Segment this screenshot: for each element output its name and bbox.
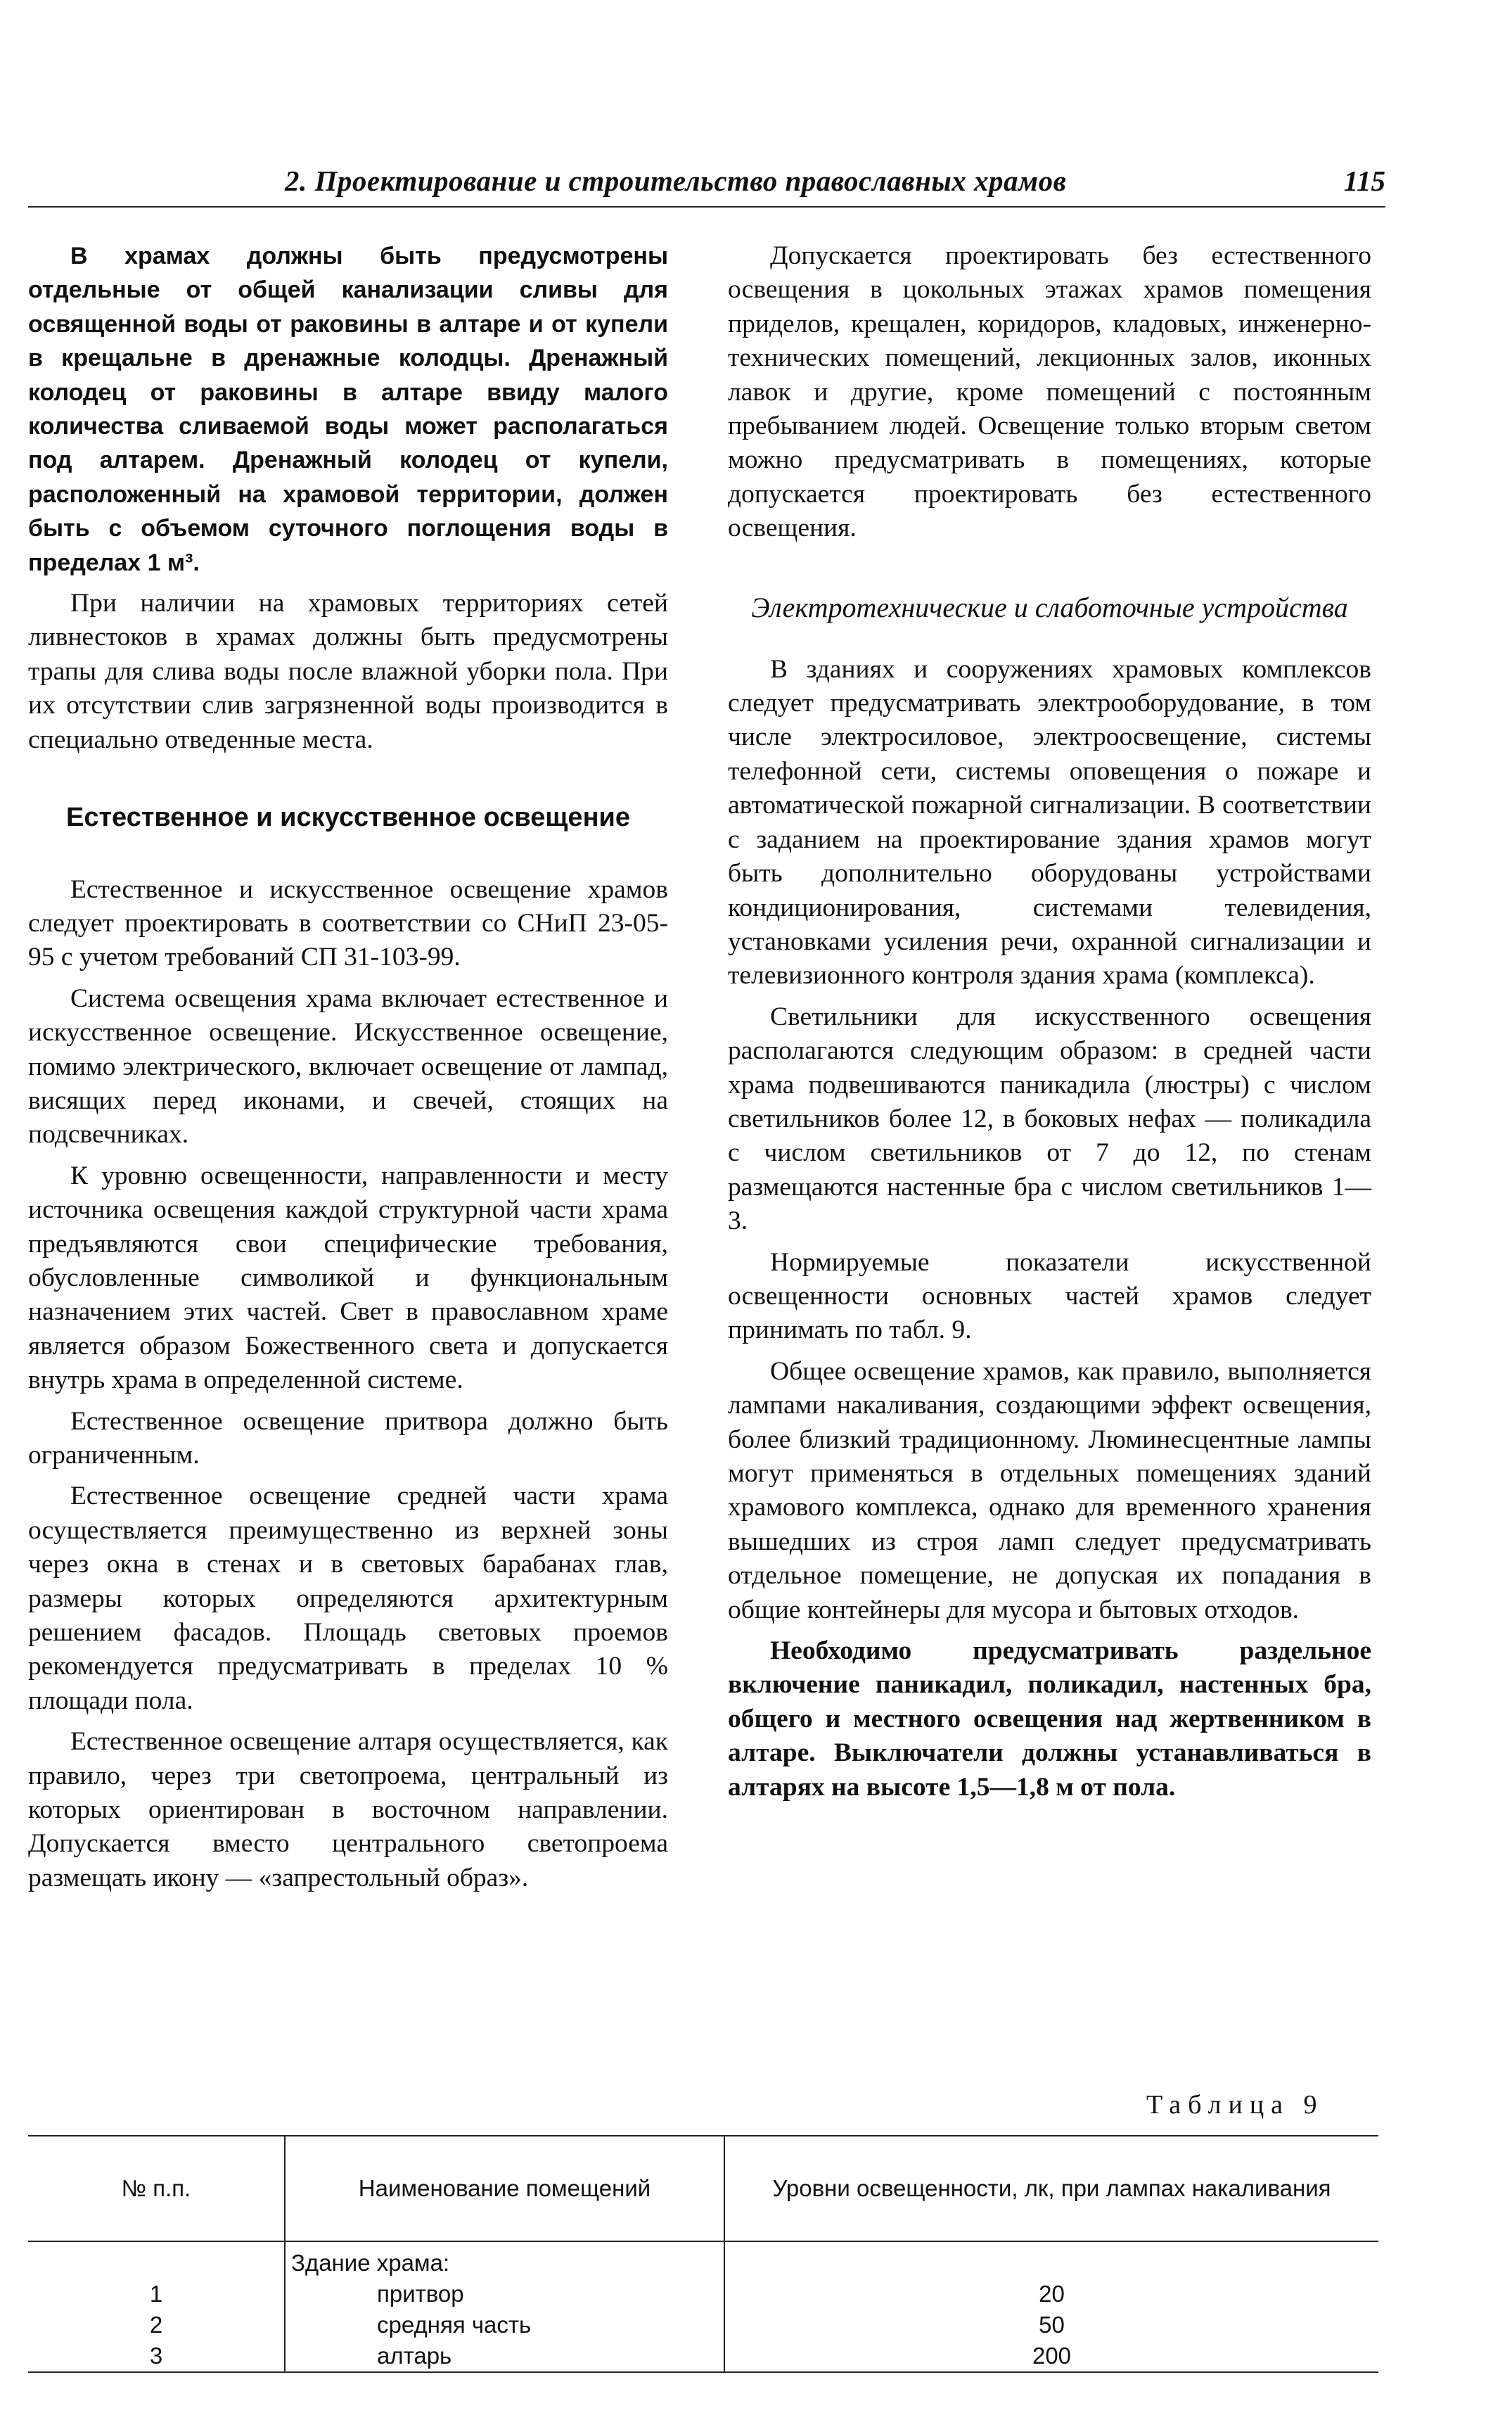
table-cell-number: 1 bbox=[149, 2281, 163, 2307]
table-header-row bbox=[28, 2136, 1378, 2241]
narthex-lighting-paragraph: Естественное освещение притвора должно быть ограниченным. bbox=[28, 1406, 668, 1470]
table-cell-value: 20 bbox=[724, 2279, 1378, 2310]
electrical-equipment-paragraph: В зданиях и сооружениях храмовых комплексов следует предусматривать электрооборудование, в том числе электросиловое, электроосвещение, системы телефонной сети, системы оповещения о пожаре и автоматической пожарной сигнализации. В соответствии с заданием на проектирование здания храмов могут быть дополнительно оборудованы устройствами кондиционирования, системами телевидения, установками усиления речи, охранной сигнализации и телевизионного контроля здания храма (комплекса). bbox=[728, 654, 1371, 991]
header-illuminance: Уровни освещенности, лк, при лампах накаливания bbox=[724, 2136, 1378, 2241]
lamp-types-paragraph: Общее освещение храмов, как правило, выполняется лампами накаливания, создающими эффект освещения, более близкий традиционному. Люминесцентные лампы могут применяться в отдельных помещениях зданий храмового комплекса, однако для временного хранения вышедших из строя ламп следует предусматривать отдельное помещение, не допуская их попадания в общие контейнеры для мусора и бытовых отходов. bbox=[728, 1356, 1371, 1624]
lighting-norms-paragraph: Естественное и искусственное освещение храмов следует проектировать в соответствии со СНиП 23-05-95 с учетом требований СП 31-103-99. bbox=[28, 874, 668, 972]
lighting-system-paragraph: Система освещения храма включает естественное и искусственное освещение. Искусственное освещение, помимо электрического, включает освещение от лампад, висящих перед иконами, и свечей, стоящих на подсвечниках. bbox=[28, 983, 668, 1150]
header-room-name: Наименование помещений bbox=[285, 2136, 724, 2241]
table-row bbox=[28, 2279, 1378, 2310]
table-caption: Таблица 9 bbox=[1146, 2090, 1324, 2120]
nave-lighting-paragraph: Естественное освещение средней части храма осуществляется преимущественно из верхней зоны через окна в стенах и в световых барабанах глав, размеры которых определяются архитектурным решением фасадов. Площадь световых проемов рекомендуется предусматривать в пределах 10 % площади пола. bbox=[28, 1482, 668, 1715]
table-group-label: Здание храма: bbox=[285, 2241, 724, 2279]
table-cell-number: 2 bbox=[149, 2312, 163, 2338]
table-cell-value: 200 bbox=[724, 2341, 1378, 2372]
header-rule bbox=[28, 206, 1385, 208]
table-row bbox=[28, 2310, 1378, 2341]
running-head bbox=[28, 158, 1385, 208]
drainage-paragraph: В храмах должны быть предусмотрены отдельные от общей канализации сливы для освященной воды от раковины в алтаре и от купели в крещальне в дренажные колодцы. Дренажный колодец от раковины в алтаре ввиду малого количества сливаемой воды может располагаться под алтарем. Дренажный колодец от купели, расположенный на храмовой территории, должен быть с объемом суточного поглощения воды в пределах 1 м³. bbox=[28, 243, 668, 576]
header-number: № п.п. bbox=[28, 2136, 285, 2241]
basement-lighting-paragraph: Допускается проектировать без естественного освещения в цокольных этажах храмов помещения приделов, крещален, коридоров, кладовых, инженерно-технических помещений, лекционных залов, иконных лавок и другие, кроме помещений с постоянным пребыванием людей. Освещение только вторым светом можно предусматривать в помещениях, которые допускается проектировать без естественного освещения. bbox=[728, 241, 1371, 543]
table-cell-room: притвор bbox=[285, 2279, 724, 2310]
switching-paragraph: Необходимо предусматривать раздельное включение паникадил, поликадил, настенных бра, общего и местного освещения над жертвенником в алтаре. Выключатели должны устанавливаться в алтарях на высоте 1,5—1,8 м от пола. bbox=[728, 1636, 1371, 1802]
fixtures-placement-paragraph: Светильники для искусственного освещения располагаются следующим образом: в средней части храма подвешиваются паникадила (люстры) с числом светильников более 12, в боковых нефах — поликадила с числом светильников от 7 до 12, по стенам размещаются настенные бра с числом светильников 1—3. bbox=[728, 1002, 1371, 1236]
illuminance-table-wrap bbox=[28, 2135, 1378, 2373]
stormwater-paragraph: При наличии на храмовых территориях сетей ливнестоков в храмах должны быть предусмотрены трапы для слива воды после влажной уборки пола. При их отсутствии слив загрязненной воды производится в специально отведенные места. bbox=[28, 589, 668, 754]
table-cell-room: алтарь bbox=[285, 2341, 724, 2372]
page-number: 115 bbox=[1343, 165, 1385, 197]
chapter-title: 2. Проектирование и строительство православных храмов bbox=[285, 165, 1067, 197]
table-cell bbox=[724, 2241, 1378, 2279]
left-column bbox=[28, 239, 668, 1902]
illuminance-table bbox=[28, 2135, 1378, 2373]
lighting-section-heading: Естественное и искусственное освещение bbox=[65, 803, 631, 833]
right-column bbox=[728, 239, 1371, 1811]
table-cell-value: 50 bbox=[724, 2310, 1378, 2341]
table-cell bbox=[28, 2241, 285, 2279]
table-row bbox=[28, 2341, 1378, 2372]
electrical-subsection-heading: Электротехнические и слаботочные устройства bbox=[751, 591, 1348, 623]
table-cell-room: средняя часть bbox=[285, 2310, 724, 2341]
table-cell-number: 3 bbox=[28, 2341, 285, 2372]
table-row bbox=[28, 2241, 1378, 2279]
illuminance-reference-paragraph: Нормируемые показатели искусственной освещенности основных частей храмов следует принимать по табл. 9. bbox=[728, 1247, 1371, 1345]
lighting-requirements-paragraph: К уровню освещенности, направленности и месту источника освещения каждой структурной части храма предъявляются свои специфические требования, обусловленные символикой и функциональным назначением этих частей. Свет в православном храме является образом Божественного света и допускается внутрь храма в определенной системе. bbox=[28, 1161, 668, 1395]
altar-lighting-paragraph: Естественное освещение алтаря осуществляется, как правило, через три светопроема, центральный из которых ориентирован в восточном направлении. Допускается вместо центрального светопроема размещать икону — «запрестольный образ». bbox=[28, 1727, 668, 1892]
